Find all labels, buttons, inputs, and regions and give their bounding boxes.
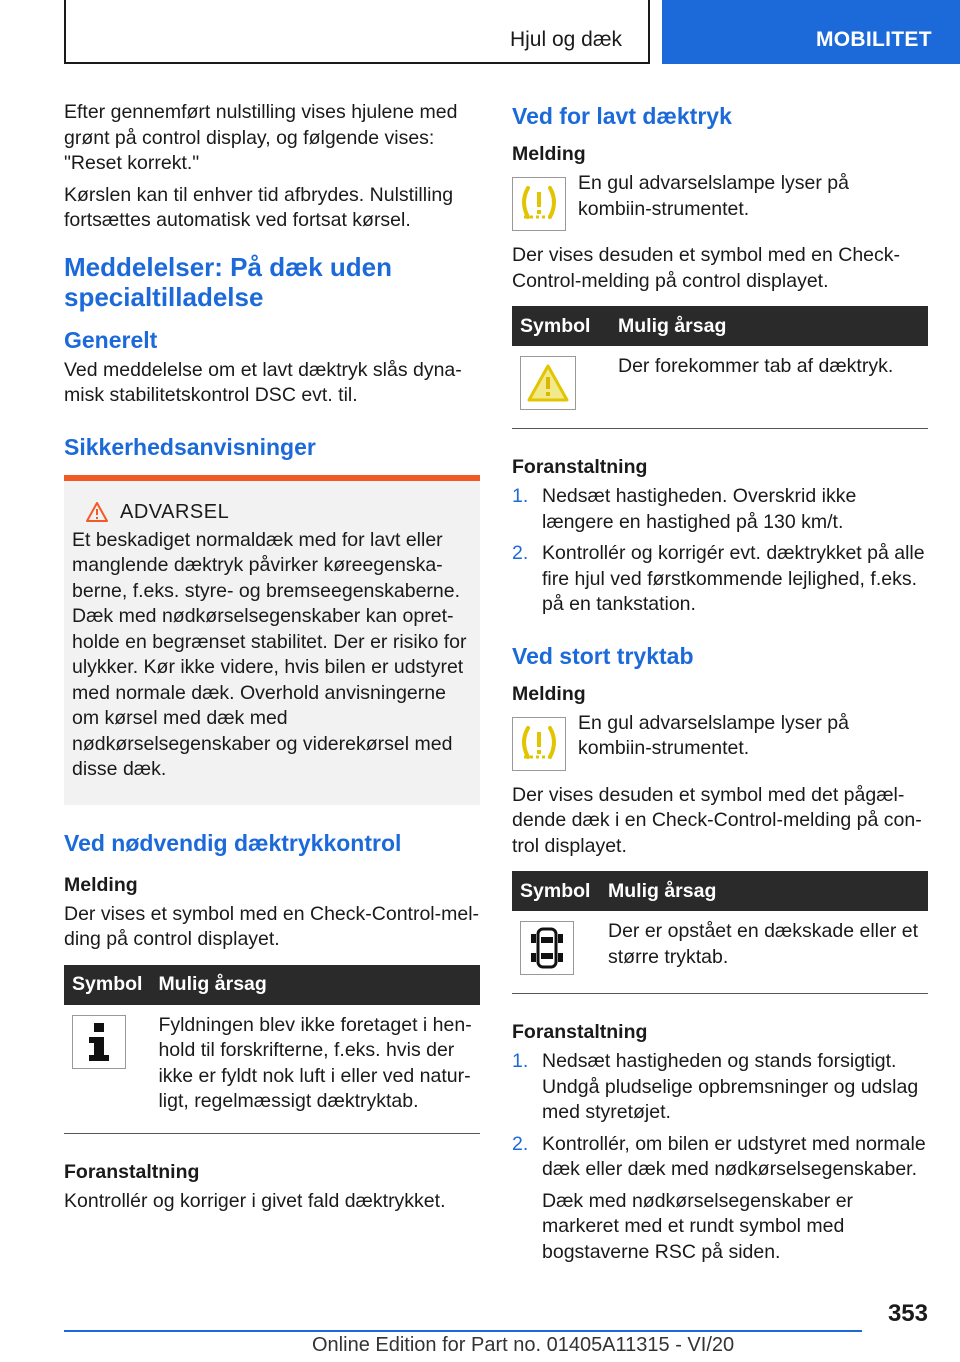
paragraph-general: Ved meddelelse om et lavt dæktryk slås dyna-misk stabilitetskontrol DSC evt. til.	[64, 358, 462, 406]
tire-pressure-warning-icon	[512, 177, 566, 231]
footer-edition: Online Edition for Part no. 01405A11315 - VI/20	[312, 1334, 735, 1356]
table-header-symbol: Symbol	[512, 306, 610, 346]
warning-triangle-icon	[86, 502, 108, 522]
paragraph-message: Der vises et symbol med en Check-Control-mel-ding på control displayet.	[64, 902, 480, 950]
warning-header	[86, 501, 472, 524]
warning-triangle-icon	[520, 356, 576, 410]
left-column	[64, 100, 480, 1220]
car-tire-damage-icon	[520, 921, 574, 975]
paragraph-measure: Kontrollér og korriger i givet fald dæktrykket.	[64, 1189, 446, 1212]
header-chapter-title: MOBILITET	[662, 0, 960, 64]
heading-measure: Foranstaltning	[64, 1160, 200, 1183]
table-cell-cause: Der forekommer tab af dæktryk.	[610, 346, 928, 429]
symbol-table-right-1	[512, 306, 928, 429]
warning-box	[64, 475, 480, 805]
paragraph-after-2: Der vises desuden et symbol med det pågæl-dende dæk i en Check-Control-melding på con-trol displayet.	[512, 783, 922, 857]
measure-list-1	[512, 484, 928, 618]
paragraph-reset: Efter gennemført nulstilling vises hjulene med grønt på control display, og følgende vises: "Reset korrekt."	[64, 101, 458, 174]
paragraph-after-1: Der vises desuden et symbol med en Check-Control-melding på control displayet.	[512, 244, 901, 292]
heading-measure-2: Foranstaltning	[512, 1021, 648, 1043]
list-item: 1. Nedsæt hastigheden og stands forsigtigt. Undgå pludselige opbremsninger og udslag med styretøjet.	[512, 1050, 919, 1123]
table-header-symbol: Symbol	[512, 871, 600, 911]
table-cell-cause: Der er opstået en dækskade eller et større tryktab.	[600, 911, 928, 994]
heading-measure-1: Foranstaltning	[512, 456, 648, 478]
info-icon	[72, 1015, 126, 1069]
header-frame	[64, 0, 650, 64]
message-text-1: En gul advarselslampe lyser på kombiin-strumentet.	[578, 172, 849, 220]
heading-low-pressure: Ved for lavt dæktryk	[512, 103, 732, 129]
table-row	[64, 1005, 480, 1134]
warning-title: ADVARSEL	[120, 500, 230, 523]
list-item: 1. Nedsæt hastigheden. Overskrid ikke længere en hastighed på 130 km/t.	[512, 485, 857, 533]
list-item: 2. Kontrollér og korrigér evt. dæktrykket på alle fire hjul ved førstkommende lejlighed, f.eks. på en tankstation.	[512, 542, 925, 615]
message-block-2	[512, 711, 928, 771]
heading-general: Generelt	[64, 326, 158, 353]
measure-list-2	[512, 1049, 928, 1271]
heading-message: Melding	[64, 873, 138, 896]
tire-pressure-warning-icon	[512, 717, 566, 771]
message-block-1	[512, 171, 928, 231]
table-row	[512, 911, 928, 994]
heading-messages: Meddelelser: På dæk uden specialtilladelse	[64, 251, 392, 312]
table-header-symbol: Symbol	[64, 965, 150, 1005]
heading-safety: Sikkerhedsanvisninger	[64, 433, 316, 460]
list-item: 2. Kontrollér, om bilen er udstyret med normale dæk eller dæk med nødkørselsegenskaber. Dæk med nødkørselsegenskaber er markeret med et rundt symbol med bogstaverne RSC på siden.	[512, 1132, 926, 1263]
table-header-cause: Mulig årsag	[600, 871, 928, 911]
heading-message-1: Melding	[512, 143, 586, 165]
right-column	[512, 100, 928, 1277]
table-header-cause: Mulig årsag	[610, 306, 928, 346]
heading-message-2: Melding	[512, 682, 586, 705]
header-section: Hjul og dæk	[509, 28, 622, 51]
heading-big-loss: Ved stort tryktab	[512, 642, 694, 669]
table-header-cause: Mulig årsag	[150, 965, 480, 1005]
symbol-table-right-2	[512, 871, 928, 994]
page-number: 353	[887, 1300, 928, 1327]
symbol-table-left	[64, 965, 480, 1134]
table-row	[512, 346, 928, 429]
message-text-2: En gul advarselslampe lyser på kombiin-strumentet.	[578, 711, 849, 759]
paragraph-interrupt: Kørslen kan til enhver tid afbrydes. Nulstilling fortsættes automatisk ved fortsat kørsel.	[64, 183, 454, 231]
warning-text: Et beskadiget normaldæk med for lavt eller manglende dæktryk påvirker køreegenska-berne, f.eks. styre- og bremseegenskaberne. Dæk med nødkørselsegenskaber kan opret-holde en begrænset stabilitet. Der er risiko for ulykker. Kør ikke videre, hvis bilen er udstyret med normale dæk. Overhold anvisningerne om kørsel med dæk med nødkørselsegenskaber og viderekørsel med disse dæk.	[72, 528, 467, 780]
heading-needed-check: Ved nødvendig dæktrykkontrol	[64, 829, 402, 856]
footer-divider	[64, 1330, 862, 1332]
table-cell-cause: Fyldningen blev ikke foretaget i hen-hold til forskrifterne, f.eks. hvis der ikke er fyldt nok luft i eller ved natur-ligt, regelmæssigt dæktryktab.	[150, 1005, 480, 1134]
